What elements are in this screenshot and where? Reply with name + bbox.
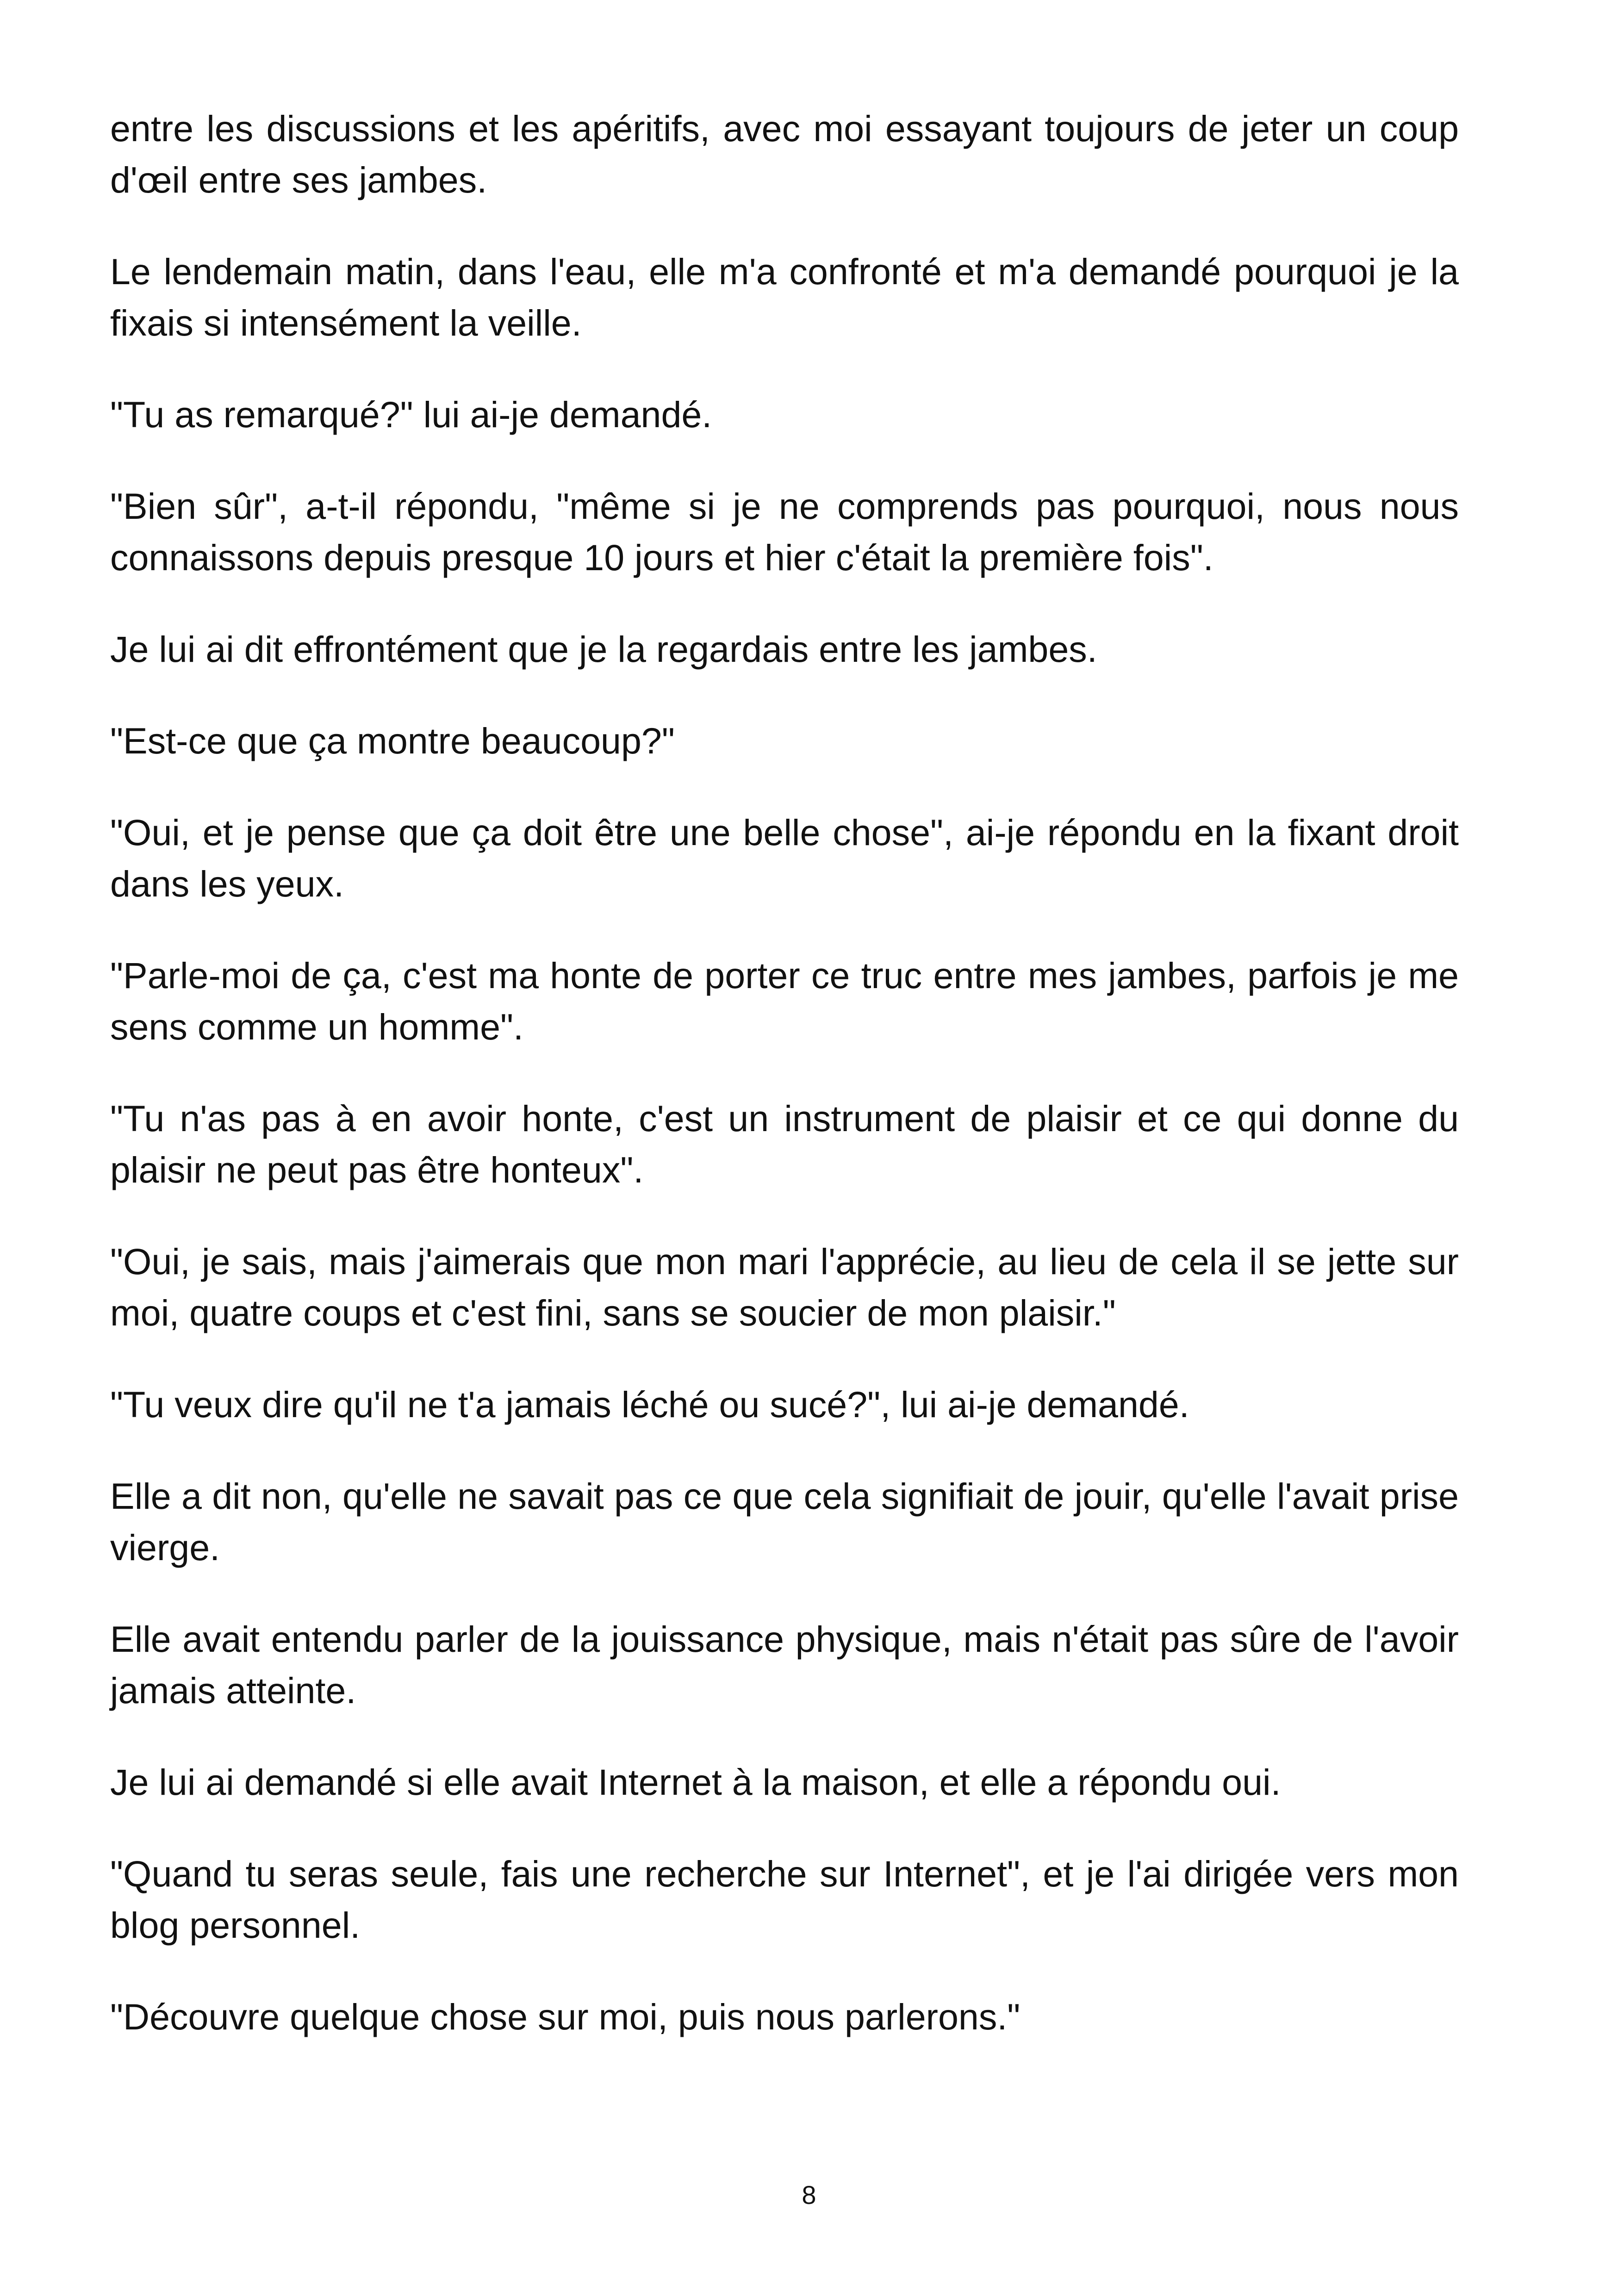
paragraph-6: "Est-ce que ça montre beaucoup?" — [110, 720, 675, 761]
paragraph-14: Je lui ai demandé si elle avait Internet à la maison, et elle a répondu oui. — [110, 1761, 1281, 1803]
paragraph-5: Je lui ai dit effrontément que je la regardais entre les jambes. — [110, 628, 1097, 670]
paragraph-16: "Découvre quelque chose sur moi, puis nous parlerons." — [110, 1996, 1021, 2037]
paragraph-9: "Tu n'as pas à en avoir honte, c'est un instrument de plaisir et ce qui donne du plaisir ne peut pas être honteux". — [110, 1098, 1459, 1190]
paragraph-10: "Oui, je sais, mais j'aimerais que mon mari l'apprécie, au lieu de cela il se jette sur moi, quatre coups et c'est fini, sans se soucier de mon plaisir." — [110, 1241, 1459, 1333]
paragraph-13: Elle avait entendu parler de la jouissance physique, mais n'était pas sûre de l'avoir jamais atteinte. — [110, 1618, 1459, 1711]
paragraph-11: "Tu veux dire qu'il ne t'a jamais léché ou sucé?", lui ai-je demandé. — [110, 1384, 1189, 1425]
paragraph-7: "Oui, et je pense que ça doit être une belle chose", ai-je répondu en la fixant droit dans les yeux. — [110, 812, 1459, 904]
page-number: 8 — [802, 2180, 816, 2209]
paragraph-2: Le lendemain matin, dans l'eau, elle m'a confronté et m'a demandé pourquoi je la fixais si intensément la veille. — [110, 251, 1459, 343]
paragraph-15: "Quand tu seras seule, fais une recherche sur Internet", et je l'ai dirigée vers mon blog personnel. — [110, 1853, 1459, 1946]
body-text — [110, 103, 1459, 2083]
paragraph-12: Elle a dit non, qu'elle ne savait pas ce que cela signifiait de jouir, qu'elle l'avait prise vierge. — [110, 1475, 1459, 1568]
paragraph-4: "Bien sûr", a-t-il répondu, "même si je ne comprends pas pourquoi, nous nous connaissons depuis presque 10 jours et hier c'était la première fois". — [110, 485, 1459, 578]
paragraph-8: "Parle-moi de ça, c'est ma honte de porter ce truc entre mes jambes, parfois je me sens comme un homme". — [110, 955, 1459, 1047]
paragraph-1: entre les discussions et les apéritifs, avec moi essayant toujours de jeter un coup d'œil entre ses jambes. — [110, 108, 1459, 200]
paragraph-3: "Tu as remarqué?" lui ai-je demandé. — [110, 394, 712, 435]
